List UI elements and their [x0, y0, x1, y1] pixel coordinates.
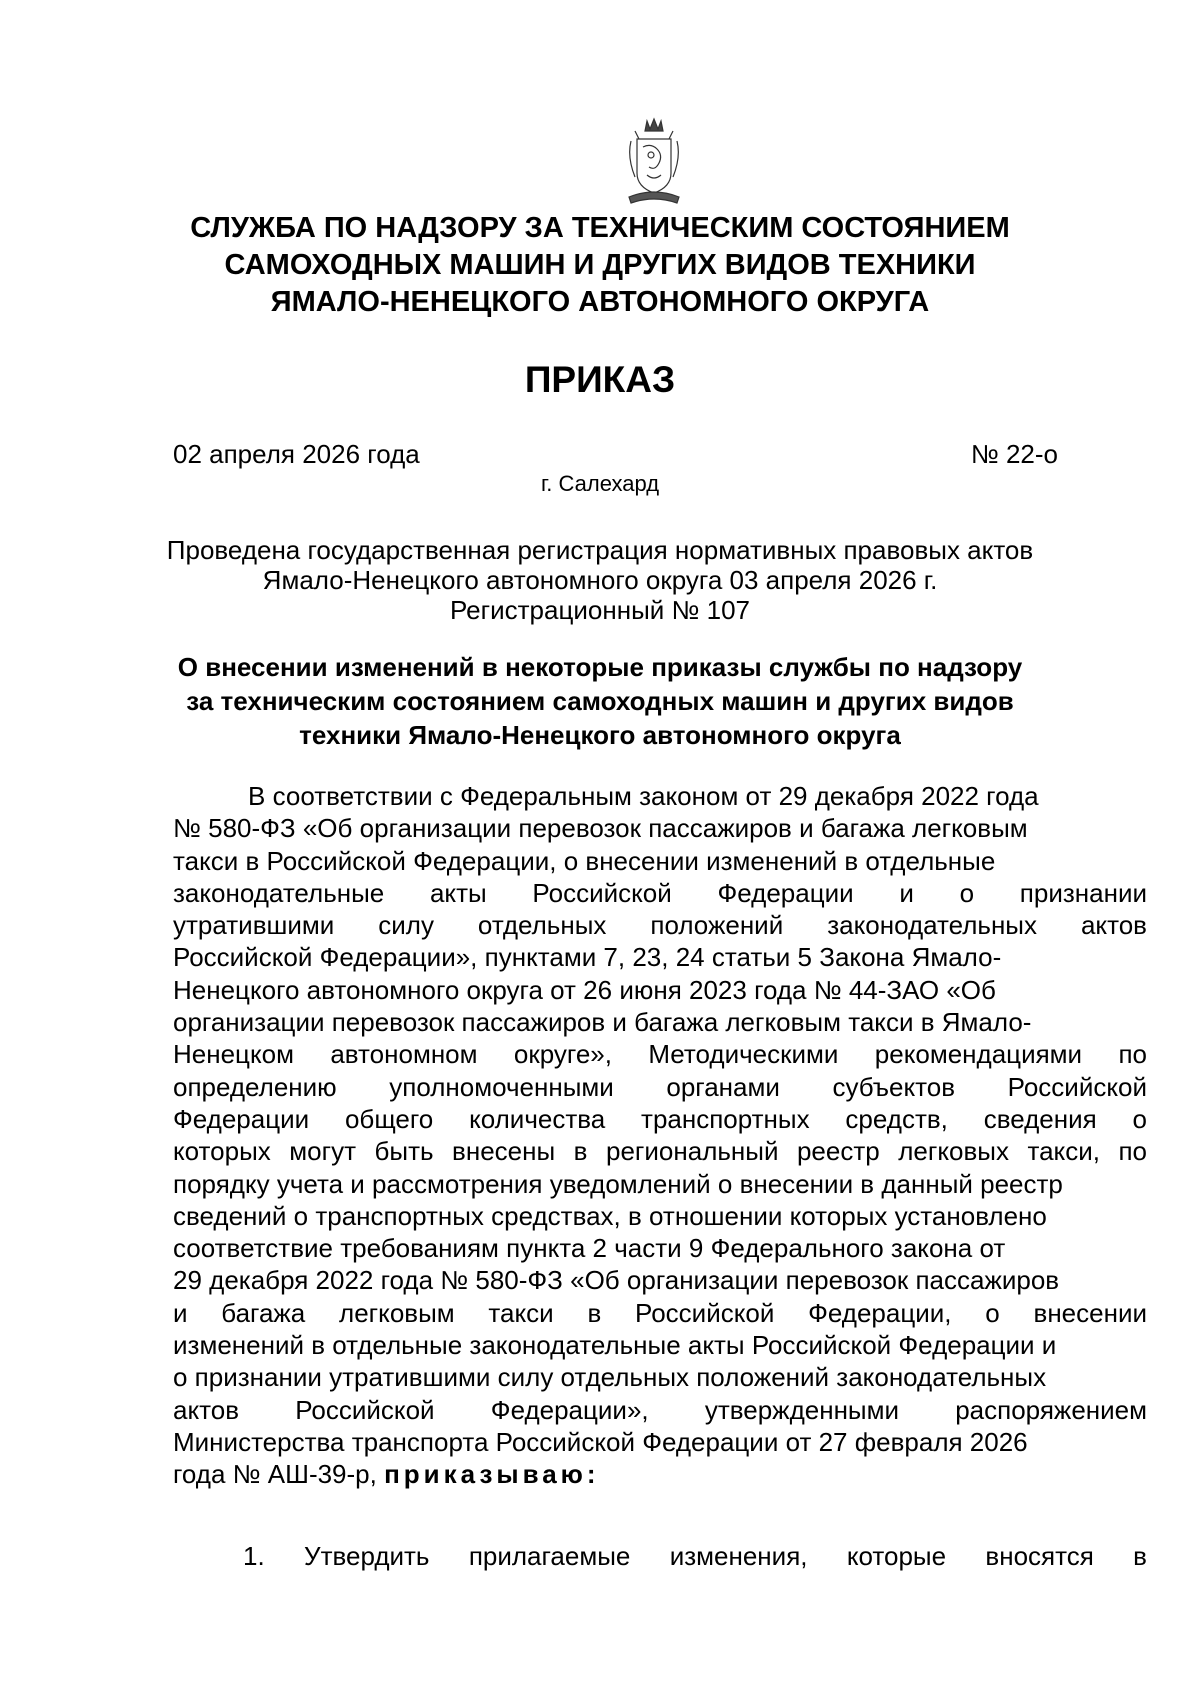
body-line: изменений в отдельные законодательные акты Российской Федерации и [173, 1330, 1057, 1361]
body-line: организации перевозок пассажиров и багажа легковым такси в Ямало- [173, 1007, 1032, 1038]
org-line: ЯМАЛО-НЕНЕЦКОГО АВТОНОМНОГО ОКРУГА [270, 286, 930, 318]
body-line: 29 декабря 2022 года № 580-ФЗ «Об организации перевозок пассажиров [173, 1265, 1060, 1296]
body-line: которых могут быть внесены в региональный реестр легковых такси, по [173, 1136, 1147, 1167]
subject-line: О внесении изменений в некоторые приказы службы по надзору [177, 652, 1023, 682]
body-line: Ненецкого автономного округа от 26 июня 2023 года № 44-ЗАО «Об [173, 974, 996, 1005]
body-line: такси в Российской Федерации, о внесении изменений в отдельные [173, 845, 996, 876]
body-line: Ненецком автономном округе», Методическими рекомендациями по [173, 1039, 1147, 1070]
body-line: сведений о транспортных средствах, в отношении которых установлено [173, 1200, 1047, 1231]
body-line: Российской Федерации», пунктами 7, 23, 24 статьи 5 Закона Ямало- [173, 942, 1002, 973]
org-line: САМОХОДНЫХ МАШИН И ДРУГИХ ВИДОВ ТЕХНИКИ [224, 249, 976, 281]
body-line: законодательные акты Российской Федерации и о признании [173, 877, 1147, 908]
body-line: Министерства транспорта Российской Федерации от 27 февраля 2026 [173, 1426, 1028, 1457]
document-type-title: ПРИКАЗ [524, 359, 676, 400]
order-subject [150, 650, 1050, 752]
document-city: г. Салехард [540, 471, 660, 496]
item-text: Утвердить прилагаемые изменения, которые вносятся в [304, 1541, 1147, 1571]
document-date: 02 апреля 2026 года [173, 439, 420, 469]
org-line: СЛУЖБА ПО НАДЗОРУ ЗА ТЕХНИЧЕСКИМ СОСТОЯНИЕМ [190, 212, 1010, 244]
subject-line: за техническим состоянием самоходных машин и других видов [186, 686, 1014, 716]
registration-line: Проведена государственная регистрация нормативных правовых актов [166, 535, 1034, 565]
subject-line: техники Ямало-Ненецкого автономного округа [299, 720, 901, 750]
body-line: утратившими силу отдельных положений законодательных актов [173, 910, 1147, 941]
coat-of-arms-emblem [621, 117, 687, 207]
body-line: определению уполномоченными органами субъектов Российской [173, 1071, 1147, 1102]
body-line-text: года № АШ-39-р, [173, 1459, 385, 1490]
order-item-1 [243, 1540, 1147, 1572]
item-number: 1. [243, 1541, 265, 1571]
registration-note [150, 535, 1050, 625]
registration-line: Регистрационный № 107 [449, 595, 750, 625]
document-number: № 22-о [970, 439, 1058, 469]
body-line: и багажа легковым такси в Российской Федерации, о внесении [173, 1297, 1147, 1328]
body-line: о признании утратившими силу отдельных положений законодательных [173, 1362, 1047, 1393]
order-keyword: приказываю: [384, 1459, 600, 1490]
body-line: В соответствии с Федеральным законом от 29 декабря 2022 года [248, 781, 1039, 811]
preamble-paragraph [173, 780, 1147, 1491]
body-last-line [173, 1458, 1147, 1490]
registration-line: Ямало-Ненецкого автономного округа 03 апреля 2026 г. [262, 565, 938, 595]
body-line: № 580-ФЗ «Об организации перевозок пассажиров и багажа легковым [173, 813, 1028, 844]
body-line: соответствие требованиям пункта 2 части 9 Федерального закона от [173, 1233, 1006, 1264]
organization-name [150, 210, 1050, 321]
body-line: актов Российской Федерации», утвержденными распоряжением [173, 1394, 1147, 1425]
body-line: Федерации общего количества транспортных средств, сведения о [173, 1103, 1147, 1134]
body-line: порядку учета и рассмотрения уведомлений о внесении в данный реестр [173, 1168, 1063, 1199]
